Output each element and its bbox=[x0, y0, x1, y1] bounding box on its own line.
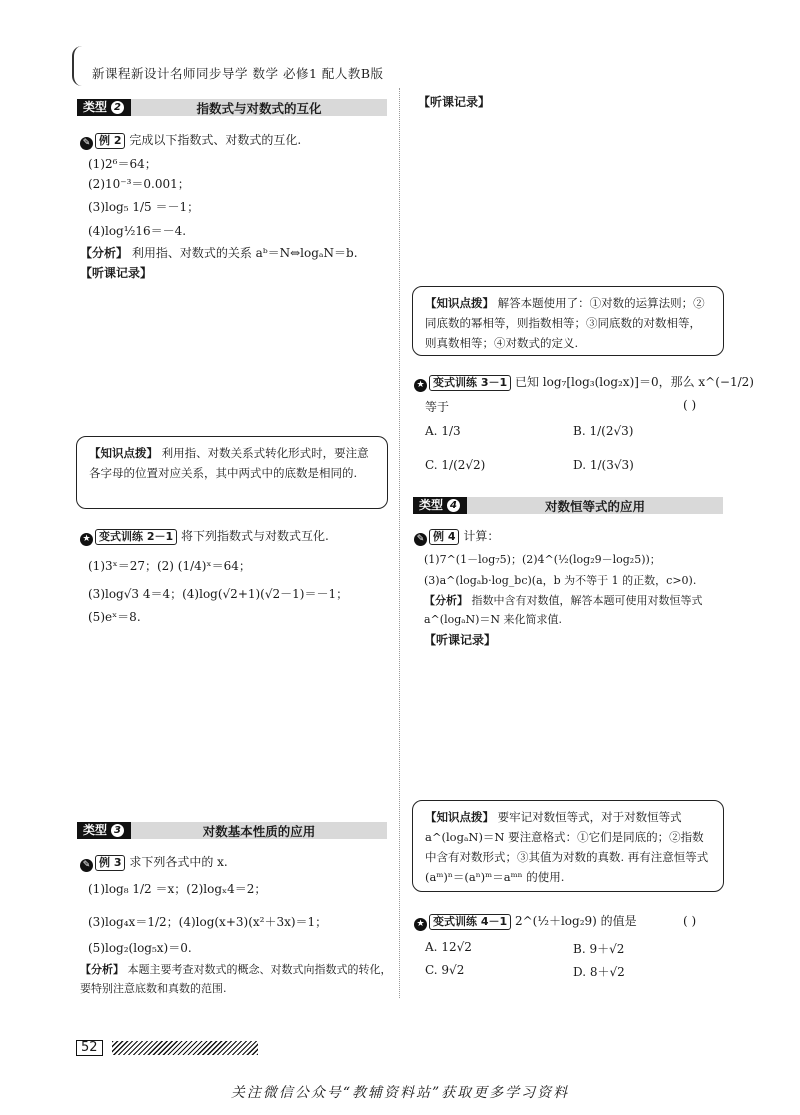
type-4-title: 对数恒等式的应用 bbox=[545, 498, 646, 514]
example-2-item-3: (3)log₅ 1/5 ＝－1； bbox=[88, 200, 200, 214]
variant-3-1-label: 变式训练 3－1 bbox=[429, 375, 511, 391]
type-2-bar bbox=[77, 99, 387, 116]
variant-2-1-item-1: (1)3ˣ＝27；(2) (1/4)ˣ＝64； bbox=[88, 559, 251, 573]
variant-icon: ★ bbox=[414, 379, 427, 392]
example-2-item-1: (1)2⁶＝64； bbox=[88, 157, 157, 171]
option-a[interactable]: A. 12√2 bbox=[425, 940, 472, 954]
example-3-analysis: 【分析】 本题主要考查对数式的概念、对数式向指数式的转化，要特别注意底数和真数的范围. bbox=[80, 963, 392, 995]
right-notes-label: 【听课记录】 bbox=[418, 95, 491, 109]
type-4-bar bbox=[413, 497, 723, 514]
type-3-title: 对数基本性质的应用 bbox=[202, 823, 316, 839]
option-d[interactable]: D. 8＋√2 bbox=[573, 965, 625, 979]
example-2-item-2: (2)10⁻³＝0.001； bbox=[88, 177, 190, 191]
example-2-label: 例 2 bbox=[95, 133, 125, 149]
page-number-bar bbox=[76, 1040, 258, 1056]
variant-icon: ★ bbox=[414, 918, 427, 931]
variant-3-1-stem-2: 等于 bbox=[425, 400, 450, 414]
variant-2-1-stem: ★ 变式训练 2－1 将下列指数式与对数式互化. bbox=[80, 527, 329, 546]
header-bracket bbox=[72, 46, 84, 86]
option-b[interactable]: B. 1/(2√3) bbox=[573, 424, 634, 438]
variant-4-1-stem: ★ 变式训练 4－1 2^(½＋log₂9) 的值是 bbox=[414, 912, 637, 931]
example-3-item-3: (5)log₂(log₅x)＝0. bbox=[88, 941, 192, 955]
type-2-title: 指数式与对数式的互化 bbox=[196, 100, 322, 116]
example-icon: ✎ bbox=[414, 533, 427, 546]
example-4-item-2: (3)a^(logₐb·log_bc)(a，b 为不等于 1 的正数，c>0). bbox=[424, 574, 697, 587]
example-2-stem: ✎ 例 2 完成以下指数式、对数式的互化. bbox=[80, 131, 301, 150]
knowledge-box-1: 【知识点拨】 利用指、对数关系式转化形式时，要注意各字母的位置对应关系，其中两式中的底数是相同的. bbox=[76, 436, 388, 509]
type-tag: 类型 4 bbox=[413, 497, 467, 514]
variant-icon: ★ bbox=[80, 533, 93, 546]
example-icon: ✎ bbox=[80, 137, 93, 150]
option-a[interactable]: A. 1/3 bbox=[425, 424, 461, 438]
example-4-label: 例 4 bbox=[429, 529, 459, 545]
knowledge-box-3: 【知识点拨】 要牢记对数恒等式，对于对数恒等式 a^(logₐN)＝N 要注意格式：①它们是同底的；②指数中含有对数形式；③其值为对数的真数. 再有注意恒等式(aᵐ)ⁿ＝(aⁿ)ᵐ＝aᵐⁿ 的使用. bbox=[412, 800, 724, 892]
type-3-bar bbox=[77, 822, 387, 839]
page-number: 52 bbox=[76, 1040, 103, 1056]
variant-2-1-item-2: (3)log√3 4＝4；(4)log(√2+1)(√2－1)＝－1； bbox=[88, 587, 349, 601]
example-3-item-2: (3)log₄x＝1/2；(4)log(x+3)(x²＋3x)＝1； bbox=[88, 915, 328, 929]
answer-paren[interactable]: ( ) bbox=[683, 914, 697, 928]
example-2-item-4: (4)log½16＝－4. bbox=[88, 224, 187, 238]
option-c[interactable]: C. 9√2 bbox=[425, 963, 465, 977]
type-tag: 类型 3 bbox=[77, 822, 131, 839]
variant-3-1-stem: ★ 变式训练 3－1 已知 log₇[log₃(log₂x)]＝0，那么 x^(−1/2) bbox=[414, 373, 754, 392]
example-4-item-1: (1)7^(1－log₇5)；(2)4^(½(log₂9－log₂5))； bbox=[424, 553, 661, 566]
example-2-notes-label: 【听课记录】 bbox=[80, 266, 153, 280]
example-icon: ✎ bbox=[80, 859, 93, 872]
option-c[interactable]: C. 1/(2√2) bbox=[425, 458, 486, 472]
example-2-analysis: 【分析】 利用指、对数式的关系 aᵇ＝N⇔logₐN＝b. bbox=[80, 246, 358, 260]
column-divider bbox=[399, 88, 400, 998]
page-header: 新课程新设计名师同步导学 数学 必修1 配人教B版 bbox=[92, 66, 384, 81]
example-3-item-1: (1)log₈ 1/2 ＝x；(2)logₓ4＝2； bbox=[88, 882, 267, 896]
variant-4-1-label: 变式训练 4－1 bbox=[429, 914, 511, 930]
example-4-analysis: 【分析】 指数中含有对数值，解答本题可使用对数恒等式 a^(logₐN)＝N 来化简求值. bbox=[424, 594, 703, 626]
type-tag: 类型 2 bbox=[77, 99, 131, 116]
knowledge-box-2: 【知识点拨】 解答本题使用了：①对数的运算法则；②同底数的幂相等，则指数相等；③同底数的对数相等，则真数相等；④对数式的定义. bbox=[412, 286, 724, 356]
example-4-stem: ✎ 例 4 计算： bbox=[414, 527, 499, 546]
variant-2-1-item-3: (5)eˣ＝8. bbox=[88, 610, 141, 624]
page-hatch bbox=[112, 1041, 258, 1055]
example-4-notes-label: 【听课记录】 bbox=[424, 633, 497, 647]
example-3-stem: ✎ 例 3 求下列各式中的 x. bbox=[80, 853, 228, 872]
option-d[interactable]: D. 1/(3√3) bbox=[573, 458, 634, 472]
option-b[interactable]: B. 9＋√2 bbox=[573, 942, 625, 956]
variant-2-1-label: 变式训练 2－1 bbox=[95, 529, 177, 545]
footer-note: 关注微信公众号“教辅资料站”获取更多学习资料 bbox=[230, 1085, 570, 1101]
example-3-label: 例 3 bbox=[95, 855, 125, 871]
answer-paren[interactable]: ( ) bbox=[683, 398, 697, 412]
